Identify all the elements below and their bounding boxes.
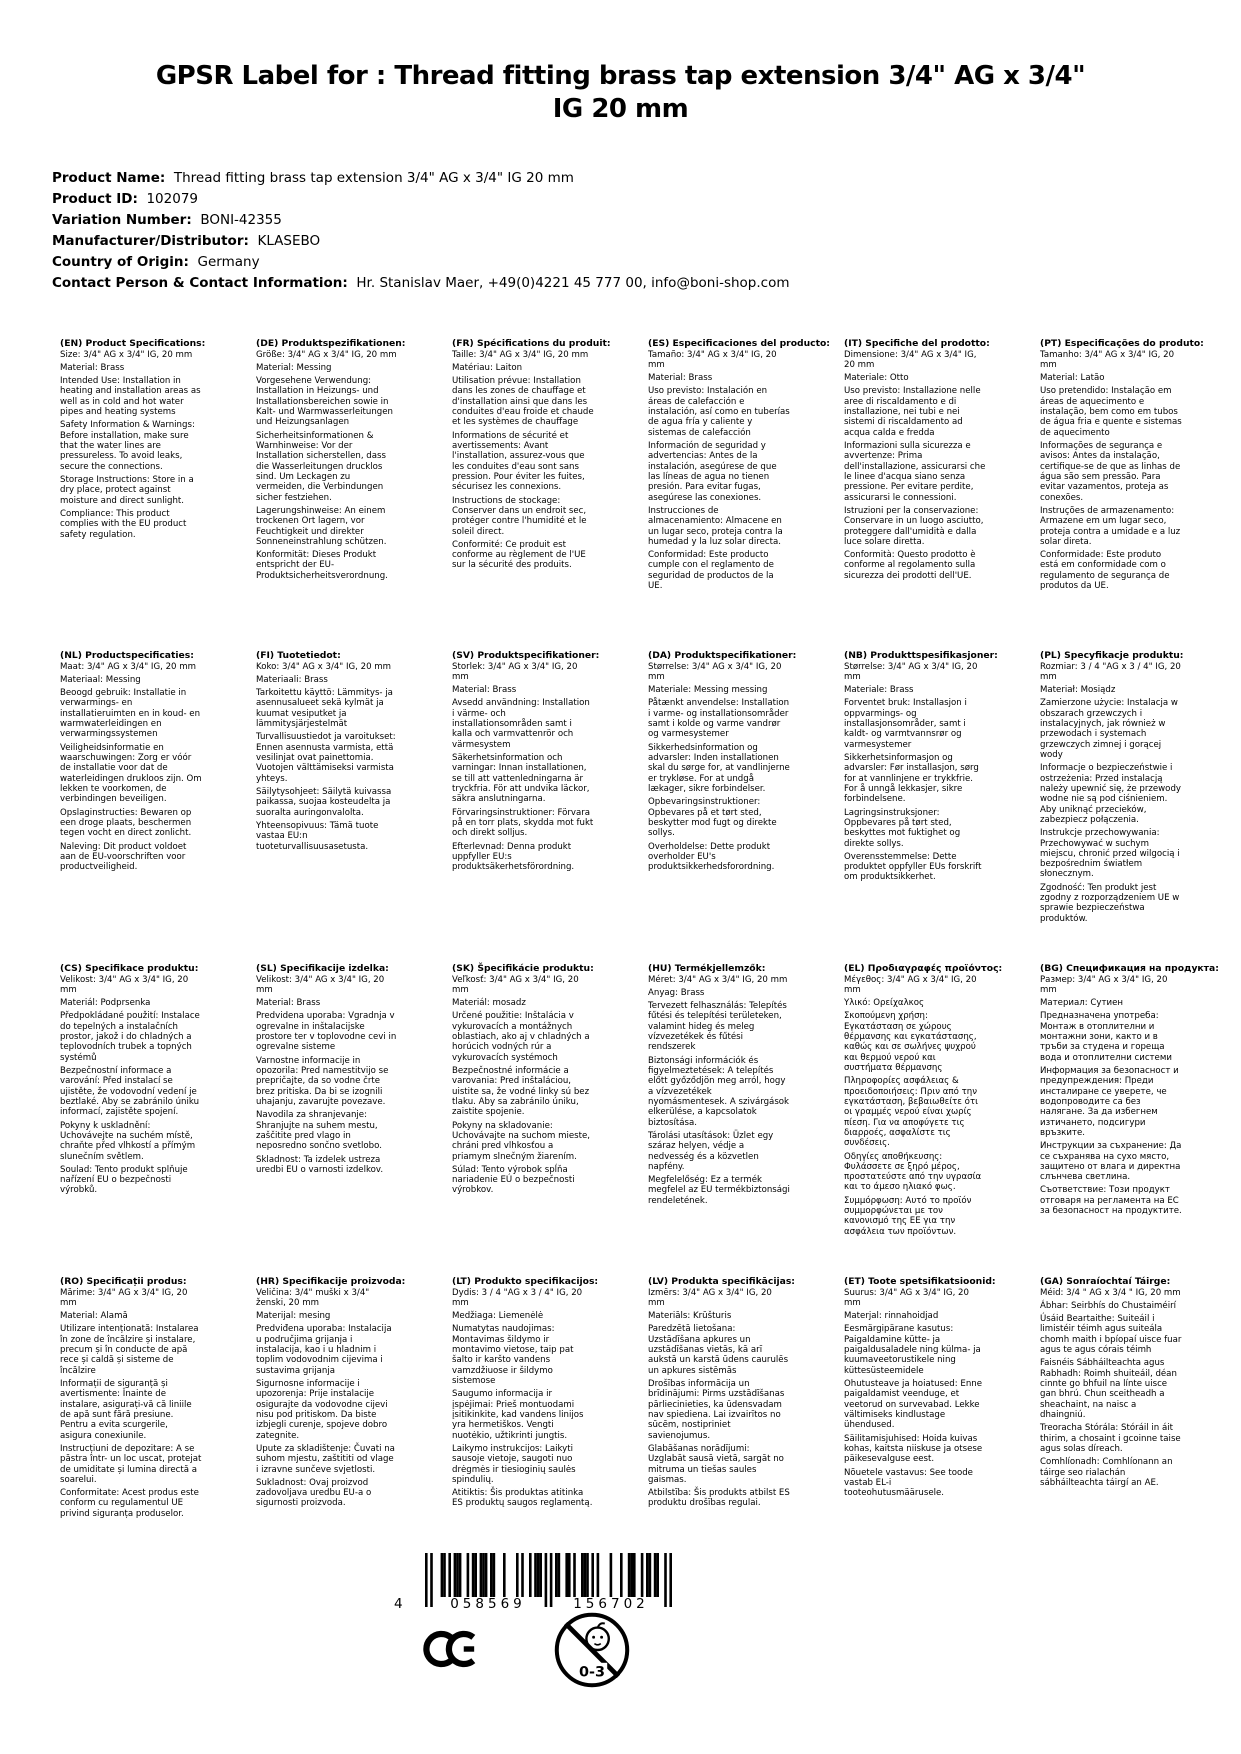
product-info-label: Contact Person & Contact Information: <box>52 275 348 291</box>
spec-paragraph: Materiál: Podprsenka <box>60 998 151 1009</box>
spec-paragraph: Glabāšanas norādījumi: Uzglabāt sausā vietā, sargāt no mitruma un tiešas saules gaismas. <box>648 1443 784 1485</box>
spec-paragraph: Materjal: rinnahoidjad <box>844 1311 939 1322</box>
spec-paragraph: Størrelse: 3/4" AG x 3/4" IG, 20 mm <box>648 661 782 682</box>
age-warning-0-3-icon <box>552 1610 632 1690</box>
spec-paragraph: Efterlevnad: Denna produkt uppfyller EU:s produktsäkerhetsförordning. <box>452 841 575 873</box>
spec-paragraph: Yhteensopivuus: Tämä tuote vastaa EU:n tuoteturvallisuusasetusta. <box>256 820 379 852</box>
spec-paragraph: Intended Use: Installation in heating and installation areas as well as in cold and hot water pipes and heating systems <box>60 376 201 418</box>
spec-section-header: (BG) Спецификация на продукта: <box>1040 963 1219 974</box>
spec-paragraph: Mărime: 3/4" AG x 3/4" IG, 20 mm <box>60 1287 188 1308</box>
spec-paragraph: Material: Brass <box>60 362 125 373</box>
spec-section-header: (PT) Especificações do produto: <box>1040 338 1204 349</box>
spec-section-pt <box>1040 338 1204 650</box>
spec-paragraph: Materiāls: Krūšturis <box>648 1311 732 1322</box>
spec-paragraph: Sicherheitsinformationen & Warnhinweise: Vor der Installation sicherstellen, dass die Wasserleitungen drucklos sind. Um Leckagen zu vermeiden, die Verbindungen sicher festziehen. <box>256 430 386 503</box>
spec-paragraph: Materiaal: Messing <box>60 674 141 685</box>
spec-section-header: (HR) Specifikacije proizvoda: <box>256 1276 406 1287</box>
spec-paragraph: Rozmiar: 3 / 4 "AG x 3 / 4" IG, 20 mm <box>1040 661 1181 682</box>
spec-paragraph: Megfelelőség: Ez a termék megfelel az EU termékbiztonsági rendeletének. <box>648 1175 790 1206</box>
spec-section-header: (FI) Tuotetiedot: <box>256 650 341 661</box>
spec-paragraph: Bezpečnostné informácie a varovania: Pred inštaláciou, uistite sa, že vodné linky sú bez tlaku. Aby sa zabránilo úniku, zaistite spojenie. <box>452 1066 590 1118</box>
spec-paragraph: Förvaringsinstruktioner: Förvara på en torr plats, skydda mot fukt och direkt solljus. <box>452 807 594 839</box>
spec-paragraph: Informazioni sulla sicurezza e avvertenze: Prima dell'installazione, assicurarsi che le linee d'acqua siano senza pressione. Per evitare perdite, assicurarsi le connessioni. <box>844 441 986 503</box>
spec-paragraph: Ábhar: Seirbhís do Chustaiméirí <box>1040 1300 1177 1311</box>
spec-paragraph: Sigurnosne informacije i upozorenja: Prije instalacije osigurajte da vodovodne cijevi nisu pod pritiskom. Da biste izbjegli curenje, spojeve dobro zategnite. <box>256 1379 388 1441</box>
spec-paragraph: Conformité: Ce produit est conforme au règlement de l'UE sur la sécurité des produits. <box>452 539 586 571</box>
spec-paragraph: Beoogd gebruik: Installatie in verwarmings- en installatieruimten en in koud- en warmwaterleidingen en verwarmingssystemen <box>60 688 201 740</box>
spec-paragraph: Súlad: Tento výrobok spĺňa nariadenie EÚ o bezpečnosti výrobkov. <box>452 1164 575 1196</box>
spec-section-de <box>256 338 406 650</box>
spec-paragraph: Numatytas naudojimas: Montavimas šildymo ir montavimo vietose, taip pat šalto ir karšto vandens vamzdžiuose ir šildymo sistemose <box>452 1324 574 1386</box>
spec-paragraph: Säilitamisjuhised: Hoida kuivas kohas, kaitsta niiskuse ja otsese päikesevalguse eest. <box>844 1433 983 1465</box>
spec-paragraph: Vorgesehene Verwendung: Installation in Heizungs- und Installationsbereichen sowie in Kalt- und Warmwasserleitungen und Heizungsanlagen <box>256 376 393 428</box>
spec-section-fr <box>452 338 611 650</box>
spec-paragraph: Zgodność: Ten produkt jest zgodny z rozporządzeniem UE w sprawie bezpieczeństwa produktów. <box>1040 882 1180 924</box>
spec-paragraph: Turvallisuustiedot ja varoitukset: Ennen asennusta varmista, että vesilinjat ovat painettomia. Vuotojen välttämiseksi varmista yhteys. <box>256 732 396 784</box>
spec-section-header: (ES) Especificaciones del producto: <box>648 338 830 349</box>
spec-paragraph: Compliance: This product complies with the EU product safety regulation. <box>60 508 187 540</box>
spec-section-sl <box>256 963 398 1276</box>
spec-paragraph: Conformitate: Acest produs este conform cu regulamentul UE privind siguranța produselor. <box>60 1488 199 1519</box>
barcode-lead-digit: 4 <box>394 1596 403 1612</box>
spec-paragraph: Μέγεθος: 3/4" AG x 3/4" IG, 20 mm <box>844 974 977 995</box>
spec-paragraph: Съответствие: Този продукт отговаря на регламента на ЕС за безопасност на продуктите. <box>1040 1185 1182 1217</box>
spec-section-hu <box>648 963 790 1276</box>
barcode-right-digits: 156702 <box>573 1596 649 1612</box>
spec-paragraph: Informations de sécurité et avertissements: Avant l'installation, assurez-vous que les conduites d'eau sont sans pression. Pour éviter les fuites, sécurisez les connexions. <box>452 430 585 493</box>
spec-paragraph: Forventet bruk: Installasjon i oppvarmings- og installasjonsområder, samt i kaldt- og varmtvannsrør og varmesystemer <box>844 698 967 750</box>
spec-paragraph: Größe: 3/4" AG x 3/4" IG, 20 mm <box>256 349 397 360</box>
spec-paragraph: Opslaginstructies: Bewaren op een droge plaats, beschermen tegen vocht en direct zonlicht. <box>60 807 192 839</box>
spec-paragraph: Materijal: mesing <box>256 1311 331 1322</box>
spec-paragraph: Eesmärgipärane kasutus: Paigaldamine kütte- ja paigaldusaladele ning külma- ja kuumaveetorustikele ning küttesüsteemidele <box>844 1324 981 1376</box>
spec-paragraph: Atitiktis: Šis produktas atitinka ES produktų saugos reglamentą. <box>452 1488 593 1509</box>
spec-paragraph: Størrelse: 3/4" AG x 3/4" IG, 20 mm <box>844 661 978 682</box>
spec-paragraph: Atbilstība: Šis produkts atbilst ES produktu drošības regulai. <box>648 1488 790 1509</box>
spec-paragraph: Avsedd användning: Installation i värme- och installationsområden samt i kalla och varmvattenrör och värmesystem <box>452 698 590 750</box>
spec-paragraph: Velikost: 3/4" AG x 3/4" IG, 20 mm <box>256 974 385 995</box>
spec-paragraph: Pokyny k uskladnění: Uchovávejte na suchém místě, chraňte před vlhkostí a přímým slunečním světlem. <box>60 1120 196 1162</box>
spec-paragraph: Nõuetele vastavus: See toode vastab EL-i tooteohutusmäärusele. <box>844 1467 973 1499</box>
barcode-left-digits: 058569 <box>450 1596 526 1612</box>
spec-section-header: (FR) Spécifications du produit: <box>452 338 611 349</box>
product-info-value: Germany <box>188 254 260 270</box>
spec-paragraph: Naleving: Dit product voldoet aan de EU-voorschriften voor productveiligheid. <box>60 841 187 873</box>
spec-paragraph: Instruções de armazenamento: Armazene em um lugar seco, proteja contra a umidade e a luz solar direta. <box>1040 505 1181 547</box>
spec-paragraph: Soulad: Tento produkt splňuje nařízení EU o bezpečnosti výrobků. <box>60 1164 188 1196</box>
spec-paragraph: Dimensione: 3/4" AG x 3/4" IG, 20 mm <box>844 349 977 370</box>
spec-paragraph: Laikymo instrukcijos: Laikyti sausoje vietoje, saugoti nuo drėgmės ir tiesioginių saulės spindulių. <box>452 1443 576 1485</box>
spec-section-header: (IT) Specifiche del prodotto: <box>844 338 990 349</box>
product-info-row <box>52 231 790 252</box>
product-info-label: Product ID: <box>52 191 138 207</box>
spec-paragraph: Предназначена употреба: Монтаж в отоплителни и монтажни зони, както и в тръби за студена и гореща вода и отоплителни системи <box>1040 1011 1172 1063</box>
spec-paragraph: Konformität: Dieses Produkt entspricht der EU-Produktsicherheitsverordnung. <box>256 550 388 581</box>
spec-section-ro <box>60 1276 202 1519</box>
spec-section-es <box>648 338 830 650</box>
spec-paragraph: Utilisation prévue: Installation dans les zones de chauffage et d'installation ainsi que dans les conduites d'eau froide et chaude et les systèmes de chauffage <box>452 376 594 428</box>
spec-paragraph: Matériau: Laiton <box>452 362 523 373</box>
spec-paragraph: Veľkosť: 3/4" AG x 3/4" IG, 20 mm <box>452 974 579 995</box>
spec-paragraph: Maat: 3/4" AG x 3/4" IG, 20 mm <box>60 661 196 672</box>
spec-paragraph: Påtænkt anvendelse: Installation i varme- og installationsområder samt i kolde og varme vandrør og varmesystemer <box>648 698 790 740</box>
spec-paragraph: Informacje o bezpieczeństwie i ostrzeżenia: Przed instalacją należy upewnić się, że przewody wodne nie są pod ciśnieniem. Aby uniknąć przecieków, zabezpiecz połączenia. <box>1040 763 1181 825</box>
product-info-row <box>52 168 790 189</box>
spec-paragraph: Sukladnost: Ovaj proizvod zadovoljava uredbu EU-a o sigurnosti proizvoda. <box>256 1477 372 1509</box>
spec-section-header: (GA) Sonraíochtaí Táirge: <box>1040 1276 1171 1287</box>
spec-paragraph: Storage Instructions: Store in a dry place, protect against moisture and direct sunlight. <box>60 474 194 506</box>
spec-paragraph: Opbevaringsinstruktioner: Opbevares på et tørt sted, beskytter mod fugt og direkte sollys. <box>648 797 777 839</box>
product-info-label: Country of Origin: <box>52 254 189 270</box>
product-info-row <box>52 252 790 273</box>
spec-paragraph: Material: Brass <box>256 998 321 1009</box>
spec-paragraph: Instrucțiuni de depozitare: A se păstra într- un loc uscat, protejat de umiditate și lumina directă a soarelui. <box>60 1443 202 1485</box>
spec-paragraph: Pokyny na skladovanie: Uchovávajte na suchom mieste, chráni pred vlhkosťou a priamym slnečným žiarením. <box>452 1120 591 1162</box>
spec-paragraph: Tarkoitettu käyttö: Lämmitys- ja asennusalueet sekä kylmät ja kuumat vesiputket ja lämmitysjärjestelmät <box>256 688 393 730</box>
spec-paragraph: Storlek: 3/4" AG x 3/4" IG, 20 mm <box>452 661 578 682</box>
spec-section-header: (DA) Produktspecifikationer: <box>648 650 797 661</box>
spec-section-header: (EL) Προδιαγραφές προϊόντος: <box>844 963 1003 974</box>
spec-section-it <box>844 338 990 650</box>
spec-paragraph: Anyag: Brass <box>648 987 705 998</box>
spec-section-header: (HU) Termékjellemzők: <box>648 963 766 974</box>
spec-section-header: (NL) Productspecificaties: <box>60 650 194 661</box>
spec-paragraph: Predvidena uporaba: Vgradnja v ogrevalne in inštalacijske prostore ter v toplovodne cevi in ogrevalne sisteme <box>256 1011 397 1053</box>
spec-paragraph: Conformidade: Este produto está em conformidade com o regulamento de segurança de produtos da UE. <box>1040 550 1170 592</box>
spec-paragraph: Upute za skladištenje: Čuvati na suhom mjestu, zaštititi od vlage i izravne sunčeve svjetlosti. <box>256 1443 395 1475</box>
spec-paragraph: Predviđena uporaba: Instalacija u područjima grijanja i instalacija, kao i u hladnim i toplim vodovodnim cijevima i sustavima grijanja <box>256 1324 392 1376</box>
spec-paragraph: Lagerungshinweise: An einem trockenen Ort lagern, vor Feuchtigkeit und direkter Sonneneinstrahlung schützen. <box>256 505 387 547</box>
spec-section-sv <box>452 650 600 963</box>
spec-paragraph: Συμμόρφωση: Αυτό το προϊόν συμμορφώνεται με τον κανονισμό της ΕΕ για την ασφάλεια των προϊόντων. <box>844 1195 972 1237</box>
spec-section-header: (LT) Produkto specifikacijos: <box>452 1276 599 1287</box>
spec-paragraph: Conformità: Questo prodotto è conforme al regolamento sulla sicurezza dei prodotti dell'UE. <box>844 550 976 581</box>
spec-paragraph: Uso previsto: Installazione nelle aree di riscaldamento e di installazione, nei tubi e nei sistemi di riscaldamento ad acqua calda e fredda <box>844 386 981 438</box>
spec-section-da <box>648 650 797 963</box>
spec-paragraph: Materiaali: Brass <box>256 674 328 685</box>
spec-paragraph: Conformidad: Este producto cumple con el reglamento de seguridad de productos de la UE. <box>648 550 774 592</box>
page-title-line1: GPSR Label for : Thread fitting brass tap extension 3/4" AG x 3/4" <box>155 61 1086 91</box>
spec-section-bg <box>1040 963 1219 1276</box>
product-info-value: Thread fitting brass tap extension 3/4" AG x 3/4" IG 20 mm <box>165 170 574 186</box>
spec-section-header: (ET) Toote spetsifikatsioonid: <box>844 1276 996 1287</box>
spec-paragraph: Size: 3/4" AG x 3/4" IG, 20 mm <box>60 349 193 360</box>
ce-mark-icon <box>415 1628 485 1670</box>
spec-paragraph: Suurus: 3/4" AG x 3/4" IG, 20 mm <box>844 1287 969 1308</box>
spec-paragraph: Materiał: Mosiądz <box>1040 685 1116 696</box>
spec-paragraph: Velikost: 3/4" AG x 3/4" IG, 20 mm <box>60 974 189 995</box>
spec-paragraph: Úsáid Beartaithe: Suiteáil i limistéir téimh agus suiteála chomh maith i bpíopaí uisce fuar agus te agus córais téimh <box>1040 1314 1182 1356</box>
age-warning-text: 0-3 <box>579 1664 605 1681</box>
spec-section-cs <box>60 963 202 1276</box>
product-info-label: Product Name: <box>52 170 166 186</box>
page-title <box>0 60 1241 127</box>
spec-paragraph: Tárolási utasítások: Üzlet egy száraz helyen, védje a nedvesség és a közvetlen napfény. <box>648 1130 774 1172</box>
spec-section-en <box>60 338 206 650</box>
spec-paragraph: Material: Messing <box>256 362 332 373</box>
product-info-row <box>52 210 790 231</box>
spec-paragraph: Varnostne informacije in opozorila: Pred namestitvijo se prepričajte, da so vodne črte brez pritiska. Da bi se izognili uhajanju, zavarujte povezave. <box>256 1055 389 1107</box>
spec-paragraph: Instrucciones de almacenamiento: Almacene en un lugar seco, proteja contra la humedad y la luz solar directa. <box>648 505 783 547</box>
spec-paragraph: Izmērs: 3/4" AG x 3/4" IG, 20 mm <box>648 1287 772 1308</box>
spec-paragraph: Medžiaga: Liemenėlė <box>452 1311 544 1322</box>
spec-paragraph: Material: Alamă <box>60 1311 128 1322</box>
spec-paragraph: Uso previsto: Instalación en áreas de calefacción e instalación, así como en tuberías de agua fría y caliente y sistemas de calefacción <box>648 386 790 438</box>
product-info-row <box>52 273 790 294</box>
spec-paragraph: Veličina: 3/4" muški x 3/4" ženski, 20 mm <box>256 1287 370 1308</box>
spec-paragraph: Instructions de stockage: Conserver dans un endroit sec, protéger contre l'humidité et le soleil direct. <box>452 495 587 537</box>
spec-paragraph: Säkerhetsinformation och varningar: Innan installationen, se till att vattenledningarna är tryckfria. För att undvika läckor, säkra anslutningarna. <box>452 753 590 805</box>
spec-paragraph: Υλικό: Ορείχαλκος <box>844 998 925 1009</box>
spec-section-header: (LV) Produkta specifikācijas: <box>648 1276 795 1287</box>
spec-paragraph: Saugumo informacija ir įspėjimai: Prieš montuodami įsitikinkite, kad vandens linijos yra hermetiškos. Vengti nuotėkio, užtikrinti jungtis. <box>452 1389 584 1441</box>
spec-paragraph: Informații de siguranță și avertismente: Înainte de instalare, asigurați-vă că liniile de apă sunt fără presiune. Pentru a evita scurgerile, asigura conexiunile. <box>60 1379 192 1441</box>
spec-paragraph: Размер: 3/4" AG x 3/4" IG, 20 mm <box>1040 974 1168 995</box>
spec-section-et <box>844 1276 996 1519</box>
product-info-value: Hr. Stanislav Maer, +49(0)4221 45 777 00, info@boni-shop.com <box>347 275 790 291</box>
spec-paragraph: Materiál: mosadz <box>452 998 526 1009</box>
spec-paragraph: Istruzioni per la conservazione: Conservare in un luogo asciutto, proteggere dall'umidità e dalla luce solare diretta. <box>844 505 984 547</box>
spec-paragraph: Treoracha Stórála: Stóráil in áit thirim, a chosaint i gcoinne taise agus solas díreach. <box>1040 1423 1181 1454</box>
spec-paragraph: Инструкции за съхранение: Да се съхранява на сухо място, защитено от влага и директна слънчева светлина. <box>1040 1141 1182 1183</box>
spec-paragraph: Sikkerhedsinformation og advarsler: Inden installationen skal du sørge for, at vandlinjerne er trykløse. For at undgå lækager, sikre forbindelser. <box>648 742 790 794</box>
spec-section-header: (CS) Specifikace produktu: <box>60 963 199 974</box>
spec-paragraph: Lagringsinstruksjoner: Oppbevares på tørt sted, beskyttes mot fuktighet og direkte sollys. <box>844 807 961 849</box>
spec-section-header: (EN) Product Specifications: <box>60 338 206 349</box>
spec-paragraph: Materiale: Brass <box>844 685 914 696</box>
spec-section-header: (PL) Specyfikacje produktu: <box>1040 650 1184 661</box>
spec-section-header: (SL) Specifikacije izdelka: <box>256 963 389 974</box>
spec-paragraph: Overensstemmelse: Dette produktet oppfyller EUs forskrift om produktsikkerhet. <box>844 851 982 883</box>
spec-section-nb <box>844 650 998 963</box>
spec-paragraph: Paredzētā lietošana: Uzstādīšana apkures un uzstādīšanas vietās, kā arī aukstā un karstā ūdens caurulēs un apkures sistēmās <box>648 1324 789 1376</box>
spec-paragraph: Zamierzone użycie: Instalacja w obszarach grzewczych i instalacyjnych, jak również w przewodach i systemach grzewczych zimnej i gorącej wody <box>1040 698 1178 760</box>
page-title-line2: IG 20 mm <box>552 94 689 125</box>
spec-paragraph: Utilizare intenționată: Instalarea în zone de încălzire și instalare, precum și în conducte de apă rece și caldă și sisteme de încălzire <box>60 1324 199 1376</box>
spec-paragraph: Safety Information & Warnings: Before installation, make sure that the water lines are pressureless. To avoid leaks, secure the connections. <box>60 420 195 472</box>
spec-section-header: (SK) Špecifikácie produktu: <box>452 963 594 974</box>
spec-grid <box>60 338 1219 1519</box>
spec-paragraph: Sikkerhetsinformasjon og advarsler: Før installasjon, sørg for at vannlinjene er trykkfrie. For å unngå lekkasjer, sikre forbindelsene. <box>844 753 979 805</box>
spec-section-lt <box>452 1276 599 1519</box>
spec-paragraph: Určené použitie: Inštalácia v vykurovacích a montážnych oblastiach, ako aj v chladných a horúcich vodných rúr a vykurovacích systémoch <box>452 1011 590 1063</box>
spec-paragraph: Ohutusteave ja hoiatused: Enne paigaldamist veenduge, et veetorud on survevabad. Lekke vältimiseks kindlustage ühendused. <box>844 1379 982 1431</box>
spec-paragraph: Overholdelse: Dette produkt overholder EU's produktsikkerhedsforordning. <box>648 841 775 873</box>
spec-paragraph: Uso pretendido: Instalação em áreas de aquecimento e instalação, bem como em tubos de água fria e quente e sistemas de aquecimento <box>1040 386 1182 438</box>
spec-paragraph: Předpokládané použití: Instalace do tepelných a instalačních prostor, jakož i do chladných a teplovodních trubek a topných systémů <box>60 1011 200 1063</box>
spec-paragraph: Informações de segurança e avisos: Antes da instalação, certifique-se de que as linhas de água são sem pressão. Para evitar vazamentos, proteja as conexões. <box>1040 441 1181 503</box>
spec-paragraph: Tamaño: 3/4" AG x 3/4" IG, 20 mm <box>648 349 777 370</box>
product-info-value: BONI-42355 <box>191 212 282 228</box>
spec-paragraph: Material: Latão <box>1040 373 1105 384</box>
product-info-label: Variation Number: <box>52 212 192 228</box>
spec-paragraph: Материал: Сутиен <box>1040 998 1123 1009</box>
spec-paragraph: Material: Brass <box>648 373 713 384</box>
spec-section-header: (SV) Produktspecifikationer: <box>452 650 600 661</box>
spec-paragraph: Navodila za shranjevanje: Shranjujte na suhem mestu, zaščitite pred vlago in neposredno sončno svetlobo. <box>256 1110 382 1152</box>
product-info-value: 102079 <box>137 191 199 207</box>
spec-paragraph: Méid: 3/4 " AG x 3/4 " IG, 20 mm <box>1040 1287 1181 1298</box>
spec-paragraph: Méret: 3/4" AG x 3/4" IG, 20 mm <box>648 974 788 985</box>
spec-section-pl <box>1040 650 1182 963</box>
spec-paragraph: Οδηγίες αποθήκευσης: Φυλάσσετε σε ξηρό μέρος, προστατεύστε από την υγρασία και το άμεσο ηλιακό φως. <box>844 1151 982 1193</box>
spec-section-nl <box>60 650 202 963</box>
product-info-value: KLASEBO <box>248 233 321 249</box>
spec-section-lv <box>648 1276 795 1519</box>
spec-paragraph: Säilytysohjeet: Säilytä kuivassa paikassa, suojaa kosteudelta ja suoralta auringonvalolta. <box>256 786 392 818</box>
spec-paragraph: Materiale: Otto <box>844 373 909 384</box>
spec-paragraph: Instrukcje przechowywania: Przechowywać w suchym miejscu, chronić przed wilgocią i bezpośrednim światłem słonecznym. <box>1040 828 1180 880</box>
spec-paragraph: Drošības informācija un brīdinājumi: Pirms uzstādīšanas pārliecinieties, ka ūdensvadam nav spiediena. Lai izvairītos no sūcēm, nostipriniet savienojumus. <box>648 1379 785 1441</box>
spec-section-header: (DE) Produktspezifikationen: <box>256 338 406 349</box>
spec-paragraph: Skladnost: Ta izdelek ustreza uredbi EU o varnosti izdelkov. <box>256 1154 384 1175</box>
spec-paragraph: Veiligheidsinformatie en waarschuwingen: Zorg er vóór de installatie voor dat de waterleidingen drukloos zijn. Om lekken te voorkomen, de verbindingen beveiligen. <box>60 742 202 805</box>
spec-paragraph: Biztonsági információk és figyelmeztetések: A telepítés előtt győződjön meg arról, hogy a vízvezetékek nyomásmentesek. A szivárgások elkerülése, a kapcsolatok biztosítása. <box>648 1055 790 1128</box>
spec-paragraph: Σκοπούμενη χρήση: Εγκατάσταση σε χώρους θέρμανσης και εγκατάστασης, καθώς και σε σωλήνες ψυχρού και θερμού νερού και συστήματα θέρμανσης <box>844 1011 977 1073</box>
spec-paragraph: Πληροφορίες ασφάλειας & προειδοποιήσεις: Πριν από την εγκατάσταση, βεβαιωθείτε ότι οι γραμμές νερού είναι χωρίς πίεση. Για να αποφύγετε τις διαρροές, ασφαλίστε τις συνδέσεις. <box>844 1076 979 1149</box>
spec-section-el <box>844 963 1003 1276</box>
spec-section-ga <box>1040 1276 1182 1519</box>
spec-paragraph: Materiale: Messing messing <box>648 685 768 696</box>
spec-paragraph: Taille: 3/4" AG x 3/4" IG, 20 mm <box>452 349 589 360</box>
spec-section-header: (NB) Produkttspesifikasjoner: <box>844 650 998 661</box>
spec-section-sk <box>452 963 594 1276</box>
product-info-label: Manufacturer/Distributor: <box>52 233 249 249</box>
spec-paragraph: Информация за безопасност и предупреждения: Преди инсталиране се уверете, че водопроводите са без налягане. За да избегнем изтичането, подсигури връзките. <box>1040 1066 1179 1138</box>
spec-section-fi <box>256 650 398 963</box>
spec-paragraph: Dydis: 3 / 4 "AG x 3 / 4" IG, 20 mm <box>452 1287 583 1308</box>
spec-section-hr <box>256 1276 406 1519</box>
spec-paragraph: Material: Brass <box>452 685 517 696</box>
product-info <box>52 168 790 294</box>
spec-paragraph: Tervezett felhasználás: Telepítés fűtési és telepítési területeken, valamint hideg és meleg vízvezetékek és fűtési rendszerek <box>648 1001 787 1053</box>
spec-paragraph: Información de seguridad y advertencias: Antes de la instalación, asegúrese de que las líneas de agua no tienen presión. Para evitar fugas, asegúrese las conexiones. <box>648 441 777 503</box>
spec-paragraph: Koko: 3/4" AG x 3/4" IG, 20 mm <box>256 661 392 672</box>
spec-paragraph: Comhlíonadh: Comhlíonann an táirge seo rialachán sábháilteachta táirgí an AE. <box>1040 1457 1173 1488</box>
product-info-row <box>52 189 790 210</box>
spec-paragraph: Bezpečnostní informace a varování: Před instalací se ujistěte, že vodovodní vedení je beztlaké. Aby se zabránilo úniku informací, zajistěte spojení. <box>60 1066 200 1118</box>
spec-paragraph: Faisnéis Sábháilteachta agus Rabhadh: Roimh shuiteáil, déan cinnte go bhfuil na línte uisce gan bhrú. Chun sceitheadh a sheachaint, na naisc a dhaingniú. <box>1040 1358 1177 1420</box>
spec-section-header: (RO) Specificații produs: <box>60 1276 187 1287</box>
spec-paragraph: Tamanho: 3/4" AG x 3/4" IG, 20 mm <box>1040 349 1175 370</box>
